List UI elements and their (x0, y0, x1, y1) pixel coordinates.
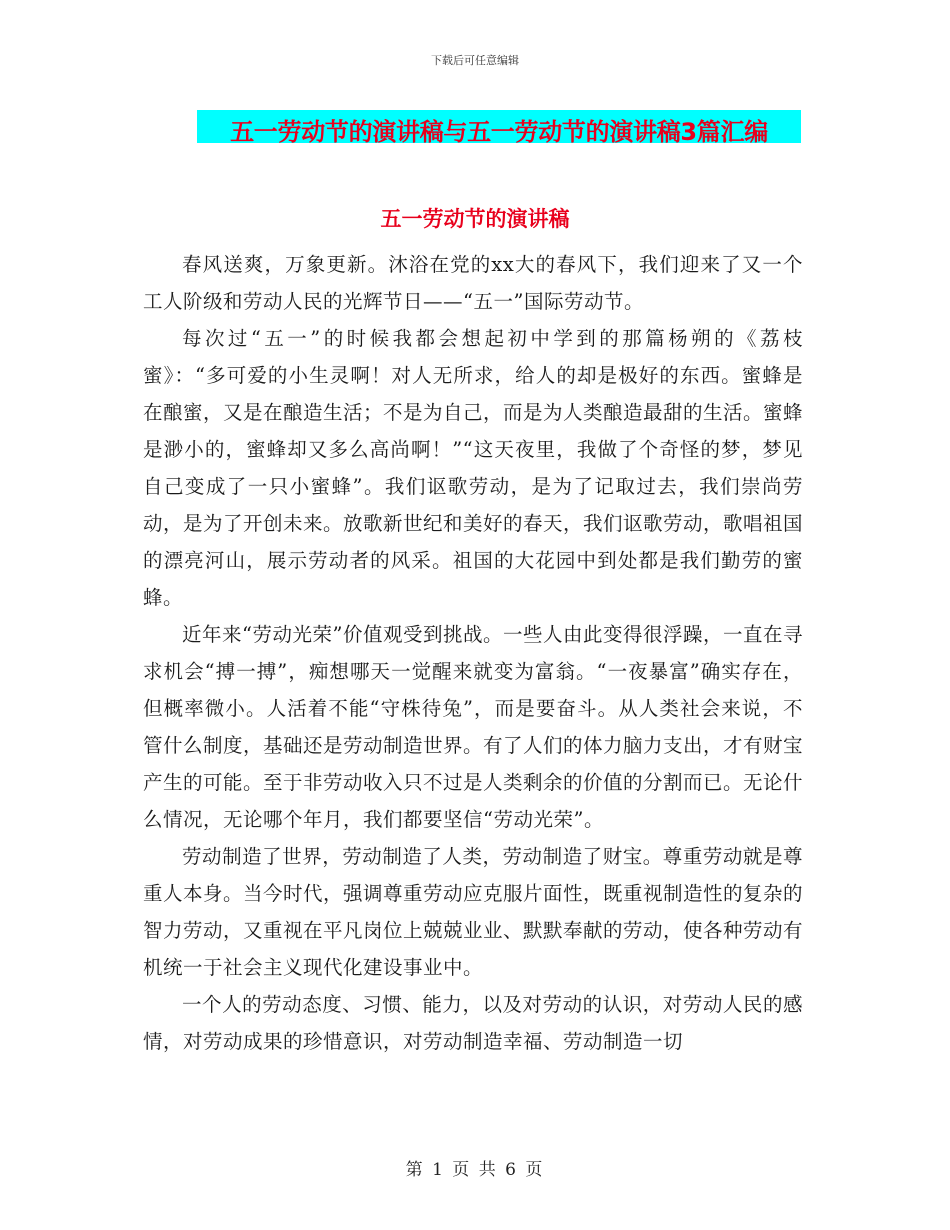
paragraph: 春风送爽，万象更新。沐浴在党的xx大的春风下，我们迎来了又一个工人阶级和劳动人民的光辉节日——“五一”国际劳动节。 (143, 253, 803, 313)
paragraph: 一个人的劳动态度、习惯、能力，以及对劳动的认识，对劳动人民的感情，对劳动成果的珍惜意识，对劳动制造幸福、劳动制造一切 (143, 993, 803, 1053)
page-number: 第 1 页 共 6 页 (405, 1160, 545, 1180)
paragraph: 近年来“劳动光荣”价值观受到挑战。一些人由此变得很浮躁，一直在寻求机会“搏一搏”，痴想哪天一觉醒来就变为富翁。“一夜暴富”确实存在，但概率微小。人活着不能“守株待兔”，而是要奋斗。从人类社会来说，不管什么制度，基础还是劳动制造世界。有了人们的体力脑力支出，才有财宝产生的可能。至于非劳动收入只不过是人类剩余的价值的分割而已。无论什么情况，无论哪个年月，我们都要坚信“劳动光荣”。 (143, 623, 804, 831)
body-text (143, 246, 803, 1060)
header-note: 下载后可任意编辑 (431, 54, 519, 67)
paragraph: 每次过“五一”的时候我都会想起初中学到的那篇杨朔的《荔枝蜜》：“多可爱的小生灵啊！对人无所求，给人的却是极好的东西。蜜蜂是在酿蜜，又是在酿造生活；不是为自己，而是为人类酿造最甜的生活。蜜蜂是渺小的，蜜蜂却又多么高尚啊！”“这天夜里，我做了个奇怪的梦，梦见自己变成了一只小蜜蜂”。我们讴歌劳动，是为了记取过去，我们崇尚劳动，是为了开创未来。放歌新世纪和美好的春天，我们讴歌劳动，歌唱祖国的漂亮河山，展示劳动者的风采。祖国的大花园中到处都是我们勤劳的蜜蜂。 (143, 327, 804, 609)
main-title: 五一劳动节的演讲稿与五一劳动节的演讲稿3篇汇编 (230, 118, 768, 146)
paragraph: 劳动制造了世界，劳动制造了人类，劳动制造了财宝。尊重劳动就是尊重人本身。当今时代，强调尊重劳动应克服片面性，既重视制造性的复杂的智力劳动，又重视在平凡岗位上兢兢业业、默默奉献的劳动，使各种劳动有机统一于社会主义现代化建设事业中。 (143, 845, 804, 979)
section-title: 五一劳动节的演讲稿 (380, 207, 570, 231)
